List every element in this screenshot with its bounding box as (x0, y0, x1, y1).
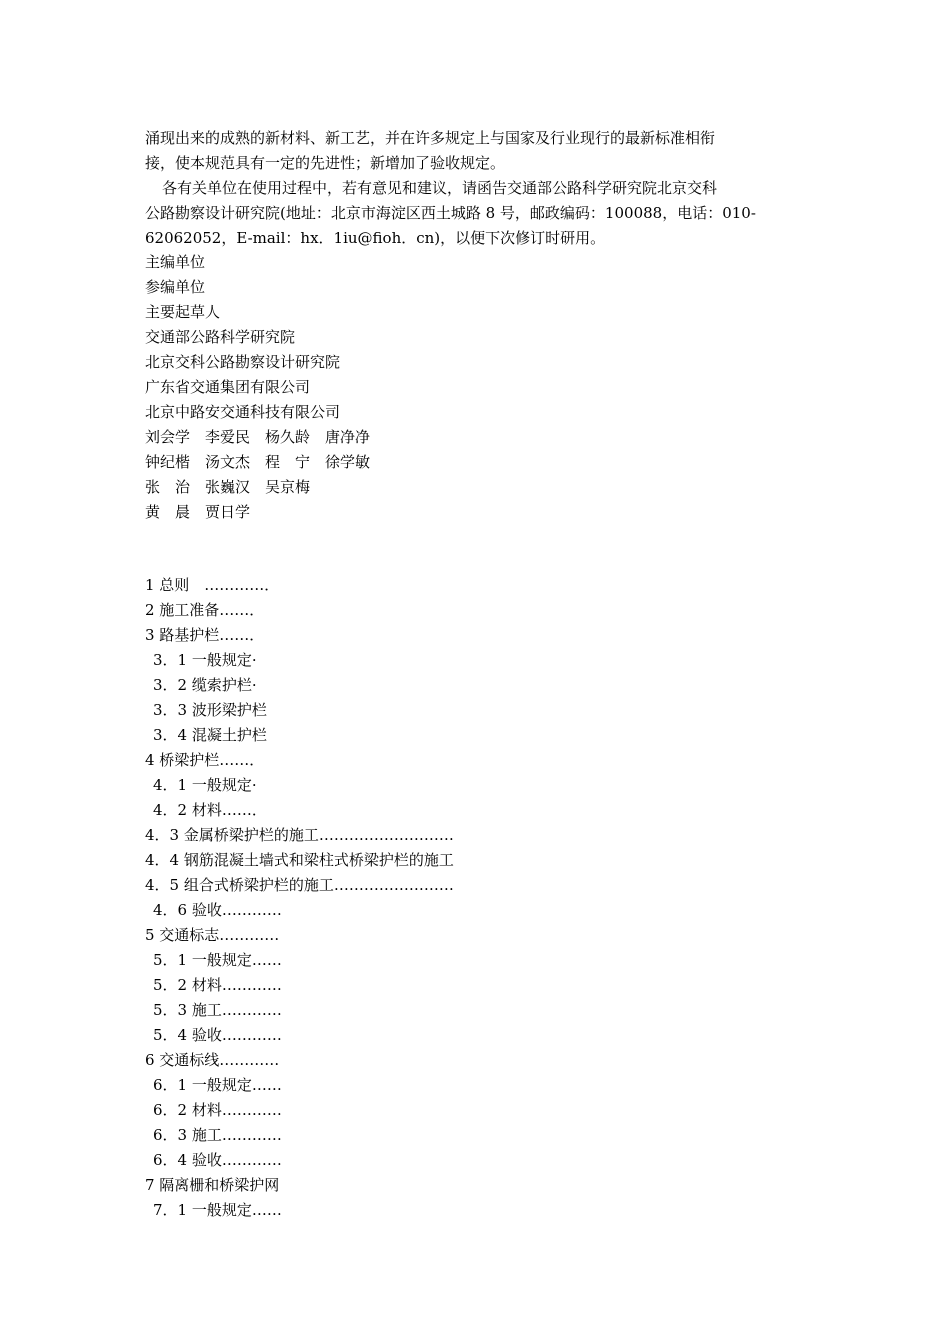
credits-organization: 北京交科公路勘察设计研究院 (145, 353, 341, 371)
table-of-contents (145, 573, 645, 1223)
credits-organization: 北京中路安交通科技有限公司 (145, 403, 341, 421)
toc-section: 3．3 波形梁护栏 (153, 701, 267, 719)
toc-chapter: 6 交通标线………… (145, 1051, 280, 1069)
credits-heading-drafters: 主要起草人 (145, 303, 221, 321)
toc-section: 3．2 缆索护栏· (153, 676, 257, 694)
toc-section: 7．1 一般规定…… (153, 1201, 282, 1219)
toc-section: 3．4 混凝土护栏 (153, 726, 267, 744)
intro-line: 62062052，E-mail：hx．1iu@fioh．cn)，以便下次修订时研用。 (145, 229, 606, 247)
credits-block (145, 250, 545, 525)
toc-section: 4．6 验收………… (153, 901, 282, 919)
credits-names: 张 治 张巍汉 吴京梅 (145, 478, 311, 496)
toc-section: 5．3 施工………… (153, 1001, 282, 1019)
credits-names: 黄 晨 贾日学 (145, 503, 251, 521)
toc-section: 4．1 一般规定· (153, 776, 257, 794)
intro-line: 接，使本规范具有一定的先进性；新增加了验收规定。 (145, 154, 506, 172)
toc-section: 4．3 金属桥梁护栏的施工……………………… (145, 826, 454, 844)
toc-chapter: 3 路基护栏……． (145, 626, 265, 644)
toc-chapter: 4 桥梁护栏……． (145, 751, 265, 769)
credits-names: 刘会学 李爱民 杨久龄 唐净净 (145, 428, 371, 446)
toc-chapter: 7 隔离栅和桥梁护网 (145, 1176, 280, 1194)
toc-chapter: 2 施工准备……． (145, 601, 265, 619)
credits-heading-chief-editor: 主编单位 (145, 253, 206, 271)
toc-section: 5．1 一般规定…… (153, 951, 282, 969)
toc-section: 4．2 材料……． (153, 801, 267, 819)
toc-section: 5．2 材料………… (153, 976, 282, 994)
toc-section: 6．3 施工………… (153, 1126, 282, 1144)
toc-section: 4．4 钢筋混凝土墙式和梁柱式桥梁护栏的施工 (145, 851, 454, 869)
intro-line: 公路勘察设计研究院(地址：北京市海淀区西土城路 8 号，邮政编码：100088，电话：010- (145, 204, 756, 222)
toc-section: 6．2 材料………… (153, 1101, 282, 1119)
toc-section: 6．4 验收………… (153, 1151, 282, 1169)
toc-section: 3．1 一般规定· (153, 651, 257, 669)
intro-paragraphs (145, 126, 805, 251)
toc-chapter: 5 交通标志………… (145, 926, 280, 944)
toc-section: 4．5 组合式桥梁护栏的施工…………………… (145, 876, 454, 894)
toc-chapter: 1 总则 …………． (145, 576, 280, 594)
credits-organization: 交通部公路科学研究院 (145, 328, 296, 346)
toc-section: 5．4 验收………… (153, 1026, 282, 1044)
intro-line: 涌现出来的成熟的新材料、新工艺，并在许多规定上与国家及行业现行的最新标准相衔 (145, 129, 716, 147)
credits-heading-co-editor: 参编单位 (145, 278, 206, 296)
intro-line: 各有关单位在使用过程中，若有意见和建议，请函告交通部公路科学研究院北京交科 (162, 179, 718, 197)
credits-organization: 广东省交通集团有限公司 (145, 378, 311, 396)
credits-names: 钟纪楷 汤文杰 程 宁 徐学敏 (145, 453, 371, 471)
toc-section: 6．1 一般规定…… (153, 1076, 282, 1094)
